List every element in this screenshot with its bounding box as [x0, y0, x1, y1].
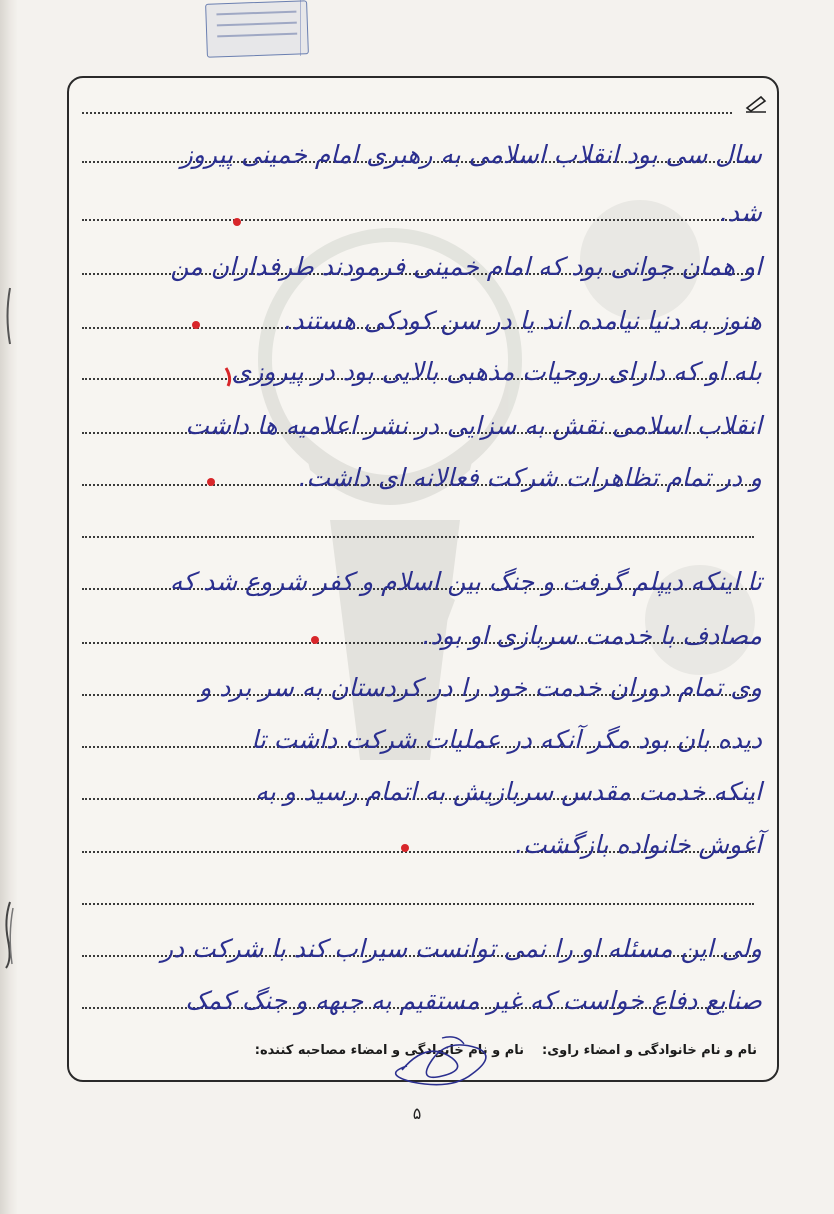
handwritten-line: مصادف با خدمت سربازی او بود. — [422, 621, 762, 650]
handwritten-line: وی تمام دوران خدمت خود را در کردستان به سر برد و — [199, 673, 762, 702]
interviewer-signature-label: نام و نام خانوادگی و امضاء مصاحبه کننده: — [254, 1043, 524, 1058]
handwritten-line: شد. — [719, 198, 762, 227]
handwritten-line: اینکه خدمت مقدس سربازیش به اتمام رسید و به — [255, 777, 762, 806]
signature-icon — [372, 1030, 522, 1092]
handwritten-line: سال سی بود انقلاب اسلامی به رهبری امام خمینی پیروز — [180, 140, 762, 169]
page-spine — [0, 0, 18, 1214]
handwritten-line: آغوش خانواده بازگشت. — [515, 830, 762, 859]
handwritten-line: او همان جوانی بود که امام خمینی فرمودند طرفداران من — [170, 252, 762, 281]
handwritten-line: دیده بان بود مگر آنکه در عملیات شرکت داشت تا — [251, 725, 762, 754]
narrator-signature-label: نام و نام خانوادگی و امضاء راوی: — [542, 1043, 757, 1058]
binder-clip-icon — [2, 900, 16, 970]
stamp-edge — [300, 0, 331, 56]
binder-clip-icon — [4, 286, 14, 346]
archive-stamp — [205, 0, 309, 58]
handwritten-line: و در تمام تظاهرات شرکت فعالانه ای داشت. — [298, 463, 762, 492]
handwritten-line: تا اینکه دیپلم گرفت و جنگ بین اسلام و کفر شروع شد که — [169, 567, 762, 596]
handwritten-line: ولی این مسئله او را نمی توانست سیراب کند با شرکت در — [160, 934, 762, 963]
page-number: ۵ — [412, 1104, 422, 1123]
handwritten-line: بله او که دارای روحیات مذهبی بالایی بود در پیروزی — [231, 357, 762, 386]
ruled-line — [82, 903, 754, 905]
handwritten-line: انقلاب اسلامی نقش به سزایی در نشر اعلامیه ها داشت — [185, 411, 762, 440]
ruled-line — [82, 219, 754, 221]
pen-icon — [744, 93, 770, 113]
ruled-line — [82, 112, 732, 114]
ruled-line — [82, 536, 754, 538]
handwritten-line: صنایع دفاع خواست که غیر مستقیم به جبهه و جنگ کمک — [185, 986, 762, 1015]
handwritten-line: هنوز به دنیا نیامده اند یا در سن کودکی هستند. — [284, 306, 762, 335]
